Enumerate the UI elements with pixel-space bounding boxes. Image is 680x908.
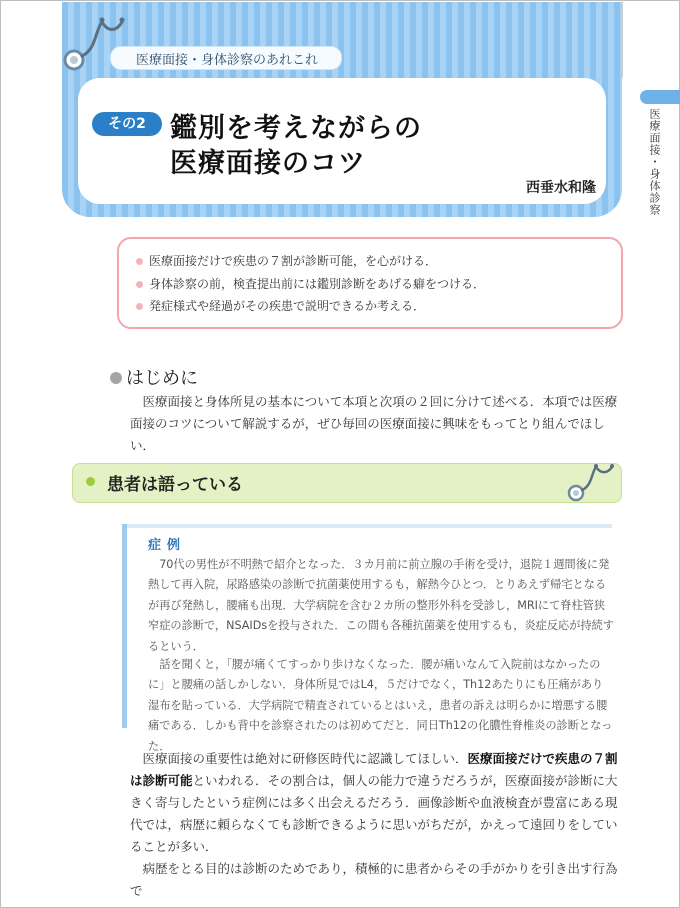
part-badge: その2 xyxy=(92,112,162,136)
case-title: 症例 xyxy=(148,538,187,553)
body-paragraph: 病歴をとる目的は診断のためであり，積極的に患者からその手がかりを引き出す行為で xyxy=(130,861,618,898)
bullet-dot-icon xyxy=(136,258,143,265)
body-text: 医療面接の重要性は絶対に研修医時代に認識してほしい． xyxy=(142,751,468,766)
section-heading: 患者は語っている xyxy=(107,475,243,495)
body-paragraph xyxy=(130,748,624,858)
key-point xyxy=(136,275,485,292)
key-point xyxy=(136,297,425,314)
body-text: といわれる．その割合は，個人の能力で違うだろうが，医療面接が診断に大きく寄与したという症例には多く出会えるだろう．画像診断や血液検査が豊富にある現代では，病歴に頼らなくても診断できるように思いがちだが，かえって遠回りをしていることが多い． xyxy=(130,773,618,854)
stethoscope-icon xyxy=(566,461,618,505)
heading-dot-icon xyxy=(86,477,95,486)
page-title-line-1: 鑑別を考えながらの xyxy=(170,113,422,144)
author-name: 西垂水和隆 xyxy=(526,180,596,196)
case-paragraph: 70代の男性が不明熱で紹介となった．３カ月前に前立腺の手術を受け，退院１週間後に発熱して再入院，尿路感染の診断で抗菌薬使用するも，解熱今ひとつ．とりあえず帰宅となるが再び発熱し，腰痛も出現．大学病院を含む２カ所の整形外科を受診し，MRIにて脊柱管狭窄症の診断で，NSAIDsを投与された．この間も各種抗菌薬を使用するも，炎症反応が持続するという． xyxy=(148,558,614,653)
intro-paragraph: 医療面接と身体所見の基本について本項と次項の２回に分けて述べる．本項では医療面接のコツについて解説するが，ぜひ毎回の医療面接に興味をもってとり組んでほしい． xyxy=(130,394,618,453)
heading-dot-icon xyxy=(110,372,122,384)
case-box-side-rule xyxy=(122,524,127,728)
page-title-line-2: 医療面接のコツ xyxy=(170,148,366,179)
key-point xyxy=(136,252,437,269)
body-emphasis: 医療面接だけで疾患の７割は診断可能 xyxy=(130,751,618,788)
bullet-dot-icon xyxy=(136,303,143,310)
case-paragraph: 話を聞くと，「腰が痛くてすっかり歩けなくなった．腰が痛いなんて入院前はなかったのに」と腰痛の話しかしない．身体所見ではL4，５だけでなく，Th12あたりにも圧痛があり湿布を貼っている．大学病院で精査されているとはいえ，患者の訴えは明らかに増悪する腰痛である．しかも背中を診察されたのは初めてだと．同日Th12の化膿性脊椎炎の診断となった． xyxy=(148,658,613,753)
key-point-text: 発症様式や経過がその疾患で説明できるか考える． xyxy=(149,299,426,313)
side-tab-label: 医療面接・身体診察 xyxy=(648,108,661,216)
intro-heading: はじめに xyxy=(126,368,198,389)
bullet-dot-icon xyxy=(136,281,143,288)
series-label: 医療面接・身体診察のあれこれ xyxy=(136,53,319,68)
case-box-top-rule xyxy=(122,524,612,528)
key-point-text: 身体診察の前，検査提出前には鑑別診断をあげる癖をつける． xyxy=(149,277,486,291)
side-tab-marker xyxy=(640,90,680,104)
header-divider xyxy=(622,0,623,78)
key-point-text: 医療面接だけで疾患の７割が診断可能，を心がける． xyxy=(149,254,438,268)
stethoscope-icon xyxy=(62,14,132,76)
